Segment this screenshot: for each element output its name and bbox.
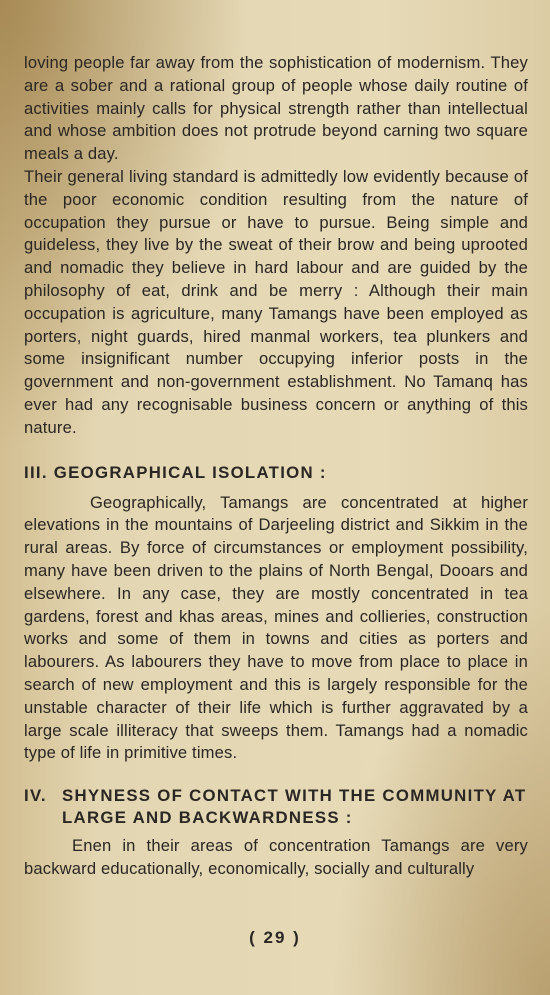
- section-heading-iii: III. GEOGRAPHICAL ISOLATION :: [24, 462, 327, 482]
- section-iii-paragraph: Geographically, Tamangs are concentrated at higher elevations in the mountains of Darjeeling district and Sikkim in the rural areas. By force of circumstances or employment possibility, many have been driven to the plains of North Bengal, Dooars and elsewhere. In any case, they are mostly concentrated in tea gardens, forest and khas areas, mines and collieries, construction works and some of them in towns and cities as porters and labourers. As labourers they have to move from place to place in search of new employment and this is largely responsible for the unstable character of their life which is further aggravated by a large scale illiteracy that sweeps them. Tamangs had a nomadic type of life in primitive times.: [24, 492, 528, 763]
- section-iv-number: IV.: [24, 786, 47, 806]
- section-iv-title: SHYNESS OF CONTACT WITH THE COMMUNITY AT LARGE AND BACKWARDNESS :: [62, 786, 527, 828]
- body-paragraph-1: loving people far away from the sophistication of modernism. They are a sober and a rational group of people whose daily routine of activities mainly calls for physical strength rather than intellectual and whose ambition does not protrude beyond carning two square meals a day.: [24, 53, 528, 164]
- body-paragraph-2: Their general living standard is admittedly low evidently because of the poor economic condition resulting from the nature of occupation they pursue or have to pursue. Being simple and guideless, they live by the sweat of their brow and being uprooted and nomadic they believe in hard labour and are guided by the philosophy of eat, drink and be merry : Although their main occupation is agriculture, many Tamangs have been employed as porters, night guards, hired manmal workers, tea plunkers and some insignificant number occupying inferior posts in the government and non-government establishment. No Tamanq has ever had any recognisable business concern or anything of this nature.: [24, 166, 528, 437]
- section-iv-paragraph: Enen in their areas of concentration Tamangs are very backward educationally, economically, socially and culturally: [24, 836, 528, 878]
- page-number: ( 29 ): [249, 928, 301, 947]
- section-heading-iv: [24, 785, 528, 829]
